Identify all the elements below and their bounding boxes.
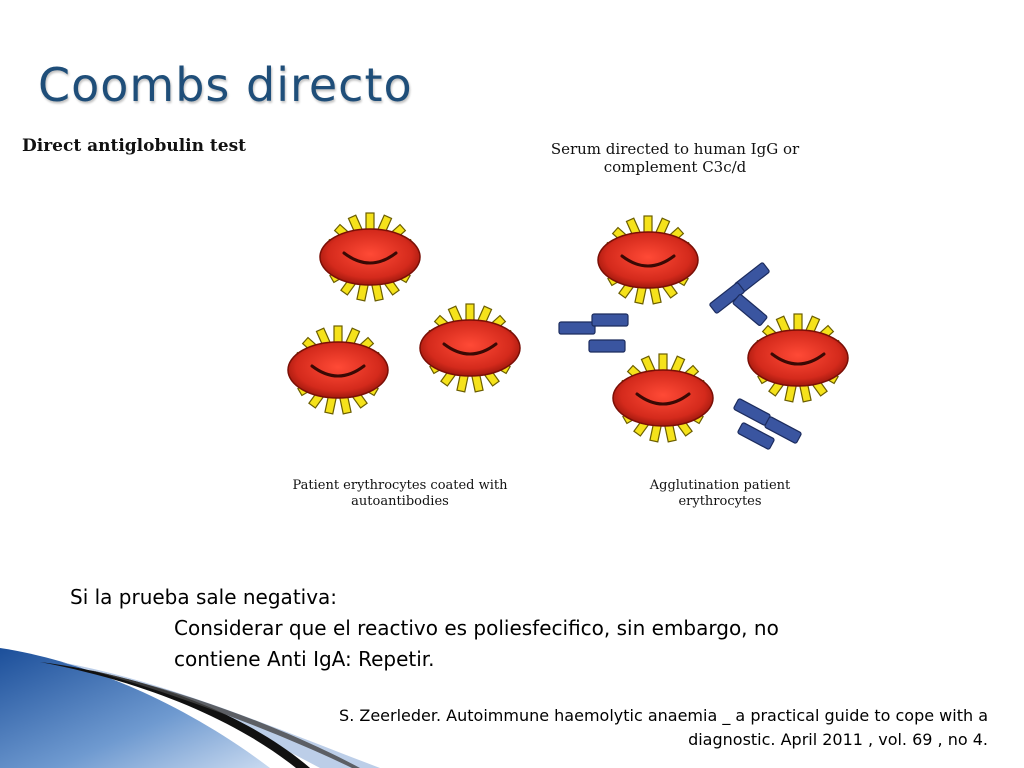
patient-label-line2: autoantibodies	[351, 493, 449, 509]
agglutinated-cell-bottom	[613, 354, 713, 442]
slide-title: Coombs directo	[38, 58, 413, 112]
patient-cell-bottom-left	[288, 326, 388, 414]
patient-label-line1: Patient erythrocytes coated with	[292, 478, 508, 493]
citation	[208, 704, 988, 752]
antiglobulin-bridge-left	[559, 314, 628, 352]
diagram-main-label: Direct antiglobulin test	[22, 136, 246, 156]
antiglobulin-bridge-bottom-right	[733, 398, 801, 449]
citation-line1: S. Zeerleder. Autoimmune haemolytic anaemia _ a practical guide to cope with a	[339, 706, 988, 725]
patient-cell-bottom-right	[420, 304, 520, 392]
agglutination-label	[620, 478, 820, 509]
serum-label-line1: Serum directed to human IgG or	[550, 140, 800, 158]
agglutination-label-line1: Agglutination patient	[649, 478, 791, 493]
body-line-1: Si la prueba sale negativa:	[70, 585, 338, 609]
serum-label-line2: complement C3c/d	[603, 158, 747, 176]
body-line-3: contiene Anti IgA: Repetir.	[174, 647, 435, 671]
erythrocyte-illustration	[0, 120, 1024, 520]
citation-line2: diagnostic. April 2011 , vol. 69 , no 4.	[688, 730, 988, 749]
agglutinated-cell-right	[748, 314, 848, 402]
body-line-2: Considerar que el reactivo es poliesfecifico, sin embargo, no	[174, 616, 779, 640]
agglutination-label-line2: erythrocytes	[678, 493, 762, 509]
antiglobulin-bridge-top-right	[709, 262, 770, 326]
patient-erythrocytes-label	[270, 478, 530, 509]
patient-cell-top	[320, 213, 420, 301]
coombs-diagram	[0, 120, 1024, 520]
agglutinated-cell-top	[598, 216, 698, 304]
